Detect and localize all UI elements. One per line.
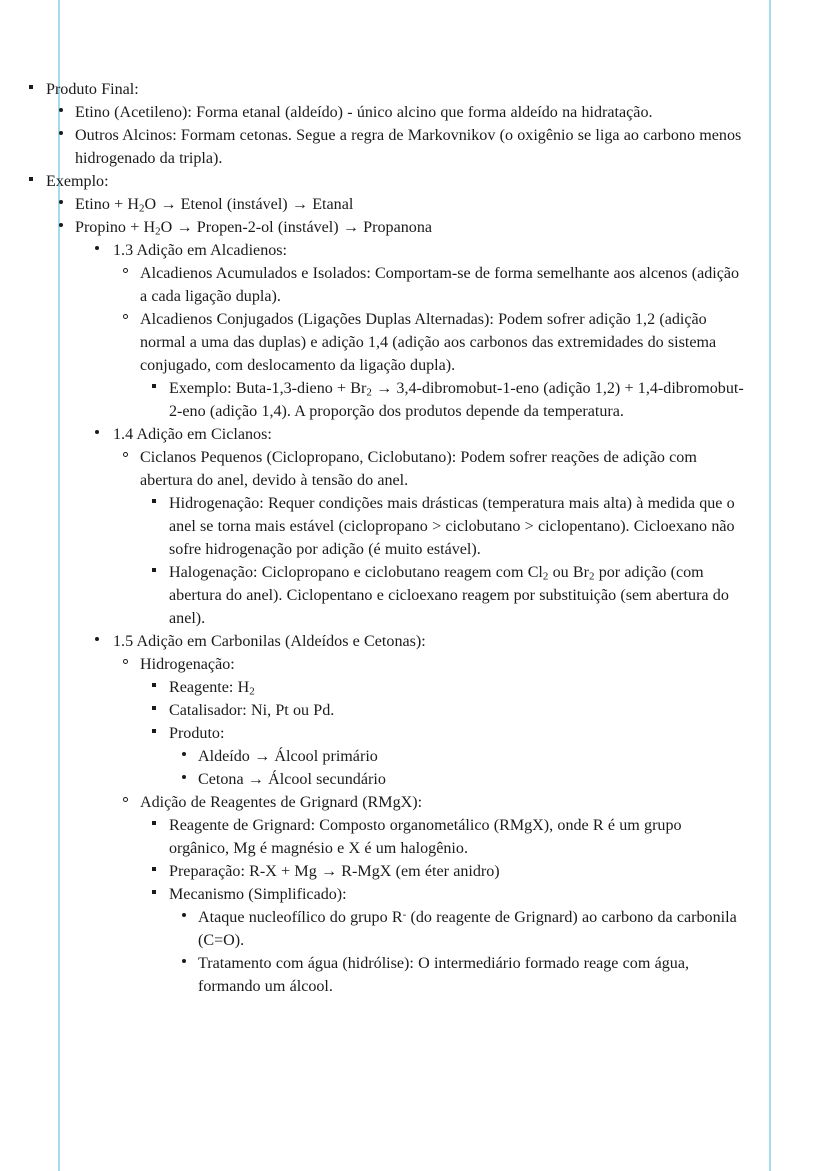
bullet-square-icon — [152, 377, 165, 400]
bullet-circle-icon — [123, 308, 136, 331]
outline-item — [29, 170, 744, 239]
outline-item-line — [152, 814, 744, 860]
bullet-disc-icon — [95, 423, 108, 446]
outline-sublist — [123, 814, 744, 998]
outline-item — [152, 699, 744, 722]
bullet-square-icon — [152, 860, 165, 883]
outline-sublist — [95, 446, 744, 630]
outline-item — [59, 216, 744, 239]
bullet-disc-icon — [59, 124, 72, 147]
outline-item-line — [95, 630, 744, 653]
bullet-square-icon — [152, 814, 165, 837]
outline-item-line — [59, 193, 744, 216]
outline-item — [123, 653, 744, 791]
outline-item — [59, 101, 744, 124]
outline-item — [59, 124, 744, 170]
outline-item-line — [182, 906, 744, 952]
outline-item-text: Reagente: $H_2$ — [169, 679, 255, 698]
bullet-square-icon — [152, 722, 165, 745]
outline-sublist — [152, 745, 744, 791]
outline-item-line — [182, 768, 744, 791]
outline-item — [152, 561, 744, 630]
outline-item-text: Alcadienos Acumulados e Isolados: Comportam-se de forma semelhante aos alcenos (adição a cada ligação dupla). — [140, 265, 740, 305]
outline-item-line — [123, 791, 744, 814]
outline-item-line — [123, 262, 744, 308]
outline-item — [29, 78, 744, 170]
outline-item-text: Etino + $H_2O$ → Etenol (instável) → Etanal — [75, 196, 354, 215]
outline-item — [95, 630, 744, 998]
outline-item-text: 1.4 Adição em Ciclanos: — [113, 426, 272, 443]
outline-sublist — [95, 262, 744, 423]
outline-list — [0, 78, 744, 998]
outline-item-line — [123, 308, 744, 377]
bullet-disc-icon — [59, 216, 72, 239]
outline-item-text: Ataque nucleofílico do grupo R- (do reagente de Grignard) ao carbono da carbonila (C=O). — [198, 908, 737, 949]
bullet-square-icon — [29, 170, 42, 193]
outline-sublist — [123, 492, 744, 630]
outline-item-text: Mecanismo (Simplificado): — [169, 886, 347, 903]
outline-item-text: Exemplo: — [46, 173, 109, 190]
document-content — [0, 78, 828, 998]
outline-item — [95, 239, 744, 423]
bullet-circle-icon — [123, 791, 136, 814]
outline-item-line — [59, 216, 744, 239]
bullet-square-icon — [152, 883, 165, 906]
outline-item-text: Produto: — [169, 725, 225, 742]
outline-item-line — [152, 699, 744, 722]
bullet-square-icon — [152, 676, 165, 699]
outline-item-line — [123, 653, 744, 676]
outline-item — [152, 883, 744, 998]
outline-item-line — [59, 124, 744, 170]
bullet-disc-icon — [182, 906, 195, 929]
outline-item-text: Etino (Acetileno): Forma etanal (aldeído) - único alcino que forma aldeído na hidratação. — [75, 104, 653, 121]
outline-item-text: Reagente de Grignard: Composto organometálico (RMgX), onde R é um grupo orgânico, Mg é magnésio e X é um halogênio. — [169, 817, 682, 857]
outline-item — [95, 423, 744, 630]
outline-item — [123, 446, 744, 630]
outline-item — [152, 860, 744, 883]
outline-item-text: Catalisador: Ni, Pt ou Pd. — [169, 702, 335, 719]
bullet-square-icon — [152, 699, 165, 722]
outline-item-text: Exemplo: Buta-1,3-dieno + $Br_2$ → 3,4-dibromobut-1-eno (adição 1,2) + 1,4-dibromobut-2-eno (adição 1,4). A proporção dos produtos depende da temperatura. — [169, 380, 744, 420]
outline-item — [123, 308, 744, 423]
outline-item — [152, 676, 744, 699]
outline-sublist — [29, 101, 744, 170]
outline-sublist — [123, 676, 744, 791]
outline-item — [152, 814, 744, 860]
bullet-disc-icon — [182, 952, 195, 975]
outline-item-line — [152, 676, 744, 699]
bullet-disc-icon — [59, 101, 72, 124]
outline-item — [182, 952, 744, 998]
outline-item-line — [123, 446, 744, 492]
outline-item-line — [59, 101, 744, 124]
outline-sublist — [123, 377, 744, 423]
outline-sublist — [29, 193, 744, 239]
outline-item — [123, 791, 744, 998]
outline-item-line — [152, 561, 744, 630]
outline-item-text: Adição de Reagentes de Grignard (RMgX): — [140, 794, 423, 811]
outline-item-text: Alcadienos Conjugados (Ligações Duplas Alternadas): Podem sofrer adição 1,2 (adição normal a uma das duplas) e adição 1,4 (adição aos carbonos das extremidades do sistema conjugado, com deslocamento da ligação dupla). — [140, 311, 717, 374]
outline-item-text: 1.3 Adição em Alcadienos: — [113, 242, 288, 259]
outline-item-line — [152, 722, 744, 745]
outline-item-text: Hidrogenação: — [140, 656, 235, 673]
outline-item-text: Propino + $H_2O$ → Propen-2-ol (instável) → Propanona — [75, 219, 433, 238]
bullet-disc-icon — [95, 239, 108, 262]
outline-item-line — [182, 952, 744, 998]
bullet-square-icon — [152, 492, 165, 515]
outline-item — [152, 377, 744, 423]
outline-item-line — [95, 239, 744, 262]
outline-item-line — [95, 423, 744, 446]
bullet-disc-icon — [182, 745, 195, 768]
outline-item-text: Cetona → Álcool secundário — [198, 771, 386, 788]
outline-sublist — [152, 906, 744, 998]
bullet-disc-icon — [182, 768, 195, 791]
outline-item-line — [152, 492, 744, 561]
outline-item-text: Preparação: R-X + Mg → R-MgX (em éter anidro) — [169, 863, 500, 880]
bullet-disc-icon — [59, 193, 72, 216]
outline-item-text: Tratamento com água (hidrólise): O intermediário formado reage com água, formando um álcool. — [198, 955, 690, 995]
bullet-square-icon — [152, 561, 165, 584]
bullet-square-icon — [29, 78, 42, 101]
outline-item-line — [152, 377, 744, 423]
outline-item-line — [152, 860, 744, 883]
outline-item — [59, 193, 744, 216]
outline-item-text: Halogenação: Ciclopropano e ciclobutano reagem com $Cl_2$ ou $Br_2$ por adição (com abertura do anel). Ciclopentano e cicloexano reagem por substituição (sem abertura do anel). — [169, 564, 729, 627]
outline-item — [152, 492, 744, 561]
outline-item-text: Produto Final: — [46, 81, 139, 98]
outline-item-text: Hidrogenação: Requer condições mais drásticas (temperatura mais alta) à medida que o anel se torna mais estável (ciclopropano > ciclobutano > ciclopentano). Cicloexano não sofre hidrogenação por adição (é muito estável). — [169, 495, 735, 558]
outline-item-text: Outros Alcinos: Formam cetonas. Segue a regra de Markovnikov (o oxigênio se liga ao carbono menos hidrogenado da tripla). — [75, 127, 742, 167]
outline-item-line — [182, 745, 744, 768]
bullet-disc-icon — [95, 630, 108, 653]
outline-item-text: Aldeído → Álcool primário — [198, 748, 378, 765]
outline-item-line — [29, 170, 744, 193]
outline-item — [182, 768, 744, 791]
bullet-circle-icon — [123, 446, 136, 469]
outline-item-text: 1.5 Adição em Carbonilas (Aldeídos e Cetonas): — [113, 633, 426, 650]
bullet-circle-icon — [123, 262, 136, 285]
outline-item-line — [152, 883, 744, 906]
outline-sublist — [95, 653, 744, 998]
outline-item — [123, 262, 744, 308]
outline-item-line — [29, 78, 744, 101]
bullet-circle-icon — [123, 653, 136, 676]
outline-item — [152, 722, 744, 791]
outline-item-text: Ciclanos Pequenos (Ciclopropano, Ciclobutano): Podem sofrer reações de adição com abertura do anel, devido à tensão do anel. — [140, 449, 697, 489]
outline-item — [182, 906, 744, 952]
outline-item — [182, 745, 744, 768]
